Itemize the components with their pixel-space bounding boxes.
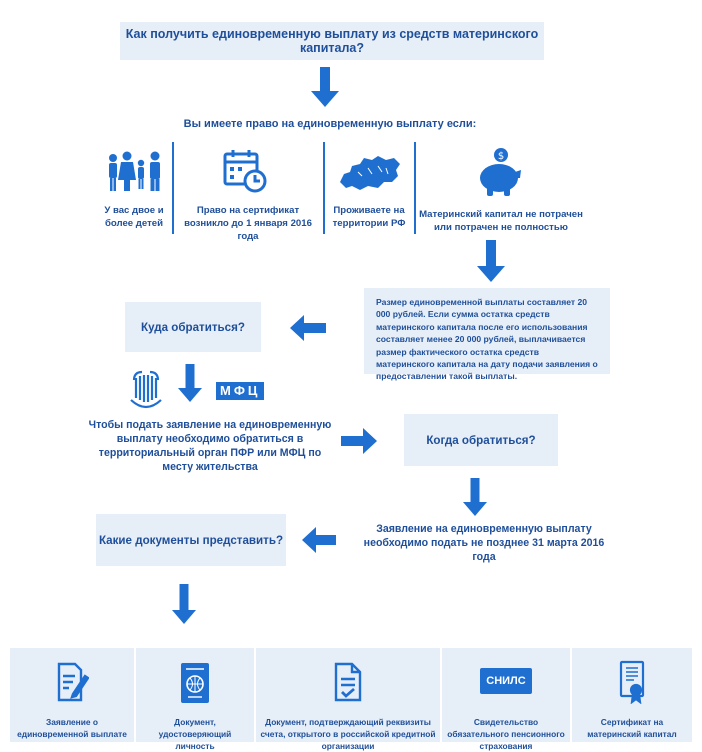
- page-title: Как получить единовременную выплату из средств материнского капитала?: [125, 27, 539, 55]
- arrow-left-icon: [290, 315, 326, 341]
- arrow-down-icon: [311, 67, 339, 107]
- snils-card-icon: [442, 668, 570, 694]
- svg-text:$: $: [497, 151, 505, 162]
- document-item-certificate: [572, 648, 692, 742]
- eligibility-heading: Вы имеете право на единовременную выплату если:: [183, 118, 477, 130]
- amount-note: Размер единовременной выплаты составляет 20 000 рублей. Если сумма остатка средств материнского капитала после его использования составляет менее 20 000 рублей, выплачивается размер фактического остатка средств материнского капитала на дату подачи заявления о предоставлении такой выплаты.: [364, 288, 610, 374]
- documents-question: Какие документы представить?: [98, 533, 284, 547]
- snils-badge: СНИЛС: [480, 668, 531, 694]
- mfc-logo: [216, 382, 264, 400]
- russia-map-icon: [338, 152, 402, 199]
- where-question-box: [125, 302, 261, 352]
- document-label: Свидетельство обязательного пенсионного страхования: [447, 717, 565, 751]
- eligibility-item-certificate-date: Право на сертификат возникло до 1 января 2016 года: [184, 205, 312, 242]
- when-question-box: [404, 414, 558, 466]
- arrow-down-icon: [178, 364, 202, 402]
- piggy-bank-icon: [476, 146, 522, 203]
- when-question: Когда обратиться?: [426, 433, 536, 447]
- arrow-down-icon: [477, 240, 505, 282]
- arrow-down-icon: [463, 478, 487, 516]
- eligibility-item-children: У вас двое и более детей: [104, 205, 164, 229]
- where-question: Куда обратиться?: [141, 320, 245, 334]
- document-label: Сертификат на материнский капитал: [587, 717, 677, 739]
- pfr-logo-icon: [128, 370, 164, 419]
- certificate-icon: [572, 660, 692, 704]
- column-divider: [414, 142, 416, 234]
- document-label: Заявление о единовременной выплате: [17, 717, 127, 739]
- calendar-clock-icon: [222, 148, 268, 199]
- document-item-passport: [136, 648, 254, 751]
- title-box: [120, 22, 544, 60]
- when-answer: Заявление на единовременную выплату необходимо подать не позднее 31 марта 2016 года: [363, 523, 605, 563]
- document-label: Документ, подтверждающий реквизиты счета, открытого в российской кредитной организации: [260, 717, 436, 751]
- document-label: Документ, удостоверяющий личность: [158, 717, 232, 751]
- mfc-logo-text: МФЦ: [216, 382, 264, 400]
- arrow-right-icon: [341, 428, 377, 454]
- column-divider: [323, 142, 325, 234]
- documents-question-box: [96, 514, 286, 566]
- document-item-bank-details: [256, 648, 440, 751]
- application-form-icon: [10, 662, 134, 702]
- eligibility-item-capital: Материнский капитал не потрачен или потрачен не полностью: [419, 209, 583, 233]
- document-item-snils: [442, 648, 570, 751]
- where-answer: Чтобы подать заявление на единовременную выплату необходимо обратиться в территориальный орган ПФР или МФЦ по месту жительства: [88, 419, 332, 473]
- eligibility-item-residence: Проживаете на территории РФ: [332, 205, 406, 229]
- column-divider: [172, 142, 174, 234]
- passport-icon: [136, 662, 254, 704]
- arrow-down-icon: [172, 584, 196, 624]
- family-icon: [105, 150, 163, 197]
- bank-document-icon: [256, 662, 440, 702]
- document-item-application: [10, 648, 134, 742]
- arrow-left-icon: [302, 527, 336, 553]
